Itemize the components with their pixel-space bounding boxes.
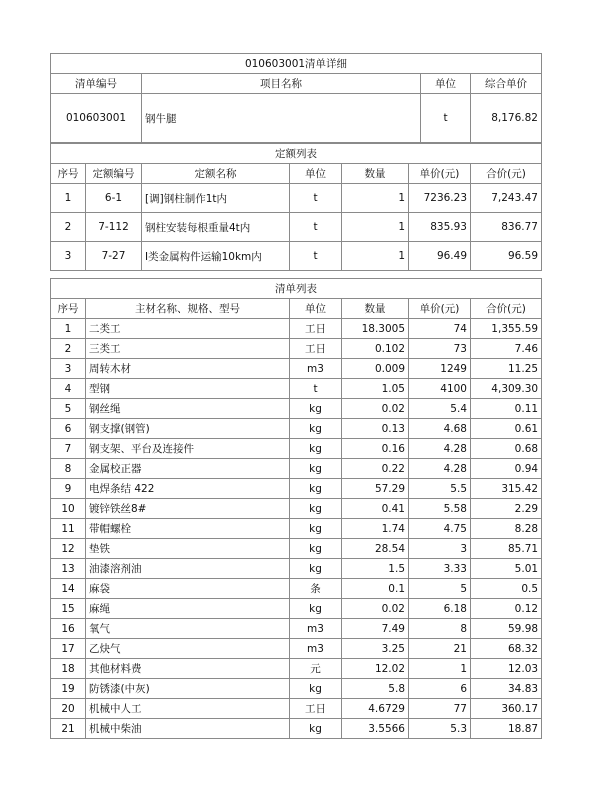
material-total: 0.94 — [471, 459, 542, 479]
table-row — [51, 499, 542, 519]
material-unit: kg — [290, 679, 342, 699]
material-price: 4100 — [409, 379, 471, 399]
material-price: 5.58 — [409, 499, 471, 519]
material-name: 钢丝绳 — [86, 399, 290, 419]
material-qty: 1.5 — [342, 559, 409, 579]
material-no: 3 — [51, 359, 86, 379]
quota-qty: 1 — [342, 242, 409, 271]
material-price: 74 — [409, 319, 471, 339]
quota-price: 835.93 — [409, 213, 471, 242]
material-total: 8.28 — [471, 519, 542, 539]
material-total: 0.11 — [471, 399, 542, 419]
material-total: 360.17 — [471, 699, 542, 719]
material-total: 315.42 — [471, 479, 542, 499]
material-name: 三类工 — [86, 339, 290, 359]
quota-header-price: 单价(元) — [409, 164, 471, 184]
header-unit-price: 综合单价 — [471, 74, 542, 94]
material-name: 带帽螺栓 — [86, 519, 290, 539]
list-header-qty: 数量 — [342, 299, 409, 319]
material-no: 13 — [51, 559, 86, 579]
material-no: 17 — [51, 639, 86, 659]
material-total: 11.25 — [471, 359, 542, 379]
material-name: 二类工 — [86, 319, 290, 339]
material-no: 11 — [51, 519, 86, 539]
material-no: 10 — [51, 499, 86, 519]
material-name: 机械中人工 — [86, 699, 290, 719]
material-no: 20 — [51, 699, 86, 719]
material-unit: 条 — [290, 579, 342, 599]
bill-title: 010603001清单详细 — [51, 54, 542, 74]
table-row — [51, 319, 542, 339]
material-unit: 工日 — [290, 319, 342, 339]
table-row — [51, 599, 542, 619]
list-header-name: 主材名称、规格、型号 — [86, 299, 290, 319]
list-header-unit: 单位 — [290, 299, 342, 319]
material-unit: kg — [290, 599, 342, 619]
quota-row — [51, 184, 542, 213]
table-row — [51, 619, 542, 639]
material-unit: 元 — [290, 659, 342, 679]
material-total: 0.12 — [471, 599, 542, 619]
material-price: 1249 — [409, 359, 471, 379]
quota-row — [51, 213, 542, 242]
material-price: 4.68 — [409, 419, 471, 439]
material-unit: kg — [290, 419, 342, 439]
quota-qty: 1 — [342, 213, 409, 242]
material-unit: kg — [290, 459, 342, 479]
material-price: 4.28 — [409, 459, 471, 479]
material-no: 16 — [51, 619, 86, 639]
quota-header-total: 合价(元) — [471, 164, 542, 184]
list-header-price: 单价(元) — [409, 299, 471, 319]
material-name: 垫铁 — [86, 539, 290, 559]
material-qty: 12.02 — [342, 659, 409, 679]
quota-header-unit: 单位 — [290, 164, 342, 184]
material-no: 8 — [51, 459, 86, 479]
material-qty: 0.41 — [342, 499, 409, 519]
material-list-table — [50, 278, 542, 739]
material-unit: kg — [290, 539, 342, 559]
table-row — [51, 399, 542, 419]
material-total: 2.29 — [471, 499, 542, 519]
material-qty: 28.54 — [342, 539, 409, 559]
quota-header-no: 序号 — [51, 164, 86, 184]
material-price: 5.3 — [409, 719, 471, 739]
material-unit: kg — [290, 719, 342, 739]
material-total: 0.61 — [471, 419, 542, 439]
material-name: 氧气 — [86, 619, 290, 639]
material-price: 3 — [409, 539, 471, 559]
material-unit: m3 — [290, 639, 342, 659]
material-name: 金属校正器 — [86, 459, 290, 479]
material-unit: m3 — [290, 619, 342, 639]
table-row — [51, 479, 542, 499]
material-qty: 0.1 — [342, 579, 409, 599]
quota-no: 2 — [51, 213, 86, 242]
material-unit: kg — [290, 399, 342, 419]
quota-no: 3 — [51, 242, 86, 271]
material-qty: 0.02 — [342, 599, 409, 619]
material-total: 0.68 — [471, 439, 542, 459]
table-row — [51, 339, 542, 359]
quota-price: 96.49 — [409, 242, 471, 271]
quota-name: Ⅰ类金属构件运输10km内 — [142, 242, 290, 271]
quota-unit: t — [290, 184, 342, 213]
table-row — [51, 699, 542, 719]
material-total: 4,309.30 — [471, 379, 542, 399]
material-qty: 3.25 — [342, 639, 409, 659]
material-qty: 0.13 — [342, 419, 409, 439]
material-no: 12 — [51, 539, 86, 559]
quota-qty: 1 — [342, 184, 409, 213]
material-unit: kg — [290, 479, 342, 499]
material-name: 麻绳 — [86, 599, 290, 619]
material-price: 8 — [409, 619, 471, 639]
material-no: 21 — [51, 719, 86, 739]
material-price: 4.28 — [409, 439, 471, 459]
table-row — [51, 579, 542, 599]
item-name: 钢牛腿 — [142, 94, 421, 143]
material-qty: 4.6729 — [342, 699, 409, 719]
bill-unit: t — [421, 94, 471, 143]
quota-name: [调]钢柱制作1t内 — [142, 184, 290, 213]
quota-row — [51, 242, 542, 271]
material-price: 4.75 — [409, 519, 471, 539]
material-total: 59.98 — [471, 619, 542, 639]
material-no: 19 — [51, 679, 86, 699]
material-unit: 工日 — [290, 339, 342, 359]
table-row — [51, 519, 542, 539]
quota-table — [50, 143, 542, 271]
material-total: 5.01 — [471, 559, 542, 579]
material-name: 钢支架、平台及连接件 — [86, 439, 290, 459]
material-name: 乙炔气 — [86, 639, 290, 659]
material-price: 5.5 — [409, 479, 471, 499]
material-name: 其他材料费 — [86, 659, 290, 679]
material-no: 4 — [51, 379, 86, 399]
material-name: 防锈漆(中灰) — [86, 679, 290, 699]
material-total: 0.5 — [471, 579, 542, 599]
list-header-total: 合价(元) — [471, 299, 542, 319]
bill-unit-price: 8,176.82 — [471, 94, 542, 143]
header-bill-code: 清单编号 — [51, 74, 142, 94]
material-total: 12.03 — [471, 659, 542, 679]
material-no: 5 — [51, 399, 86, 419]
material-name: 油漆溶剂油 — [86, 559, 290, 579]
material-name: 麻袋 — [86, 579, 290, 599]
material-total: 68.32 — [471, 639, 542, 659]
table-row — [51, 659, 542, 679]
quota-code: 7-112 — [86, 213, 142, 242]
material-unit: kg — [290, 499, 342, 519]
quota-total: 836.77 — [471, 213, 542, 242]
material-unit: m3 — [290, 359, 342, 379]
table-row — [51, 379, 542, 399]
material-qty: 1.05 — [342, 379, 409, 399]
material-price: 77 — [409, 699, 471, 719]
material-qty: 3.5566 — [342, 719, 409, 739]
material-no: 7 — [51, 439, 86, 459]
quota-title: 定额列表 — [51, 144, 542, 164]
material-no: 1 — [51, 319, 86, 339]
material-unit: kg — [290, 559, 342, 579]
material-unit: kg — [290, 439, 342, 459]
material-qty: 18.3005 — [342, 319, 409, 339]
material-total: 1,355.59 — [471, 319, 542, 339]
material-name: 镀锌铁丝8# — [86, 499, 290, 519]
table-row — [51, 539, 542, 559]
table-row — [51, 719, 542, 739]
quota-rows — [51, 184, 542, 271]
table-row — [51, 419, 542, 439]
list-header-no: 序号 — [51, 299, 86, 319]
material-qty: 0.102 — [342, 339, 409, 359]
quota-header-qty: 数量 — [342, 164, 409, 184]
quota-code: 7-27 — [86, 242, 142, 271]
material-qty: 1.74 — [342, 519, 409, 539]
table-row — [51, 359, 542, 379]
material-no: 14 — [51, 579, 86, 599]
material-qty: 0.22 — [342, 459, 409, 479]
bill-summary-table — [50, 53, 542, 143]
quota-header-name: 定额名称 — [142, 164, 290, 184]
material-unit: 工日 — [290, 699, 342, 719]
list-title: 清单列表 — [51, 279, 542, 299]
quota-total: 96.59 — [471, 242, 542, 271]
material-total: 7.46 — [471, 339, 542, 359]
material-name: 钢支撑(钢管) — [86, 419, 290, 439]
header-item-name: 项目名称 — [142, 74, 421, 94]
material-name: 型钢 — [86, 379, 290, 399]
quota-no: 1 — [51, 184, 86, 213]
material-qty: 5.8 — [342, 679, 409, 699]
material-unit: kg — [290, 519, 342, 539]
material-price: 5.4 — [409, 399, 471, 419]
material-price: 1 — [409, 659, 471, 679]
material-price: 21 — [409, 639, 471, 659]
material-no: 6 — [51, 419, 86, 439]
material-name: 电焊条结 422 — [86, 479, 290, 499]
quota-total: 7,243.47 — [471, 184, 542, 213]
table-row — [51, 439, 542, 459]
quota-price: 7236.23 — [409, 184, 471, 213]
material-no: 2 — [51, 339, 86, 359]
material-name: 机械中柴油 — [86, 719, 290, 739]
material-no: 18 — [51, 659, 86, 679]
material-total: 85.71 — [471, 539, 542, 559]
material-qty: 0.02 — [342, 399, 409, 419]
material-price: 6 — [409, 679, 471, 699]
material-price: 3.33 — [409, 559, 471, 579]
material-qty: 0.16 — [342, 439, 409, 459]
material-qty: 0.009 — [342, 359, 409, 379]
table-row — [51, 459, 542, 479]
material-total: 34.83 — [471, 679, 542, 699]
table-row — [51, 559, 542, 579]
header-unit: 单位 — [421, 74, 471, 94]
material-total: 18.87 — [471, 719, 542, 739]
bill-code: 010603001 — [51, 94, 142, 143]
quota-unit: t — [290, 242, 342, 271]
table-row — [51, 679, 542, 699]
material-unit: t — [290, 379, 342, 399]
material-no: 9 — [51, 479, 86, 499]
material-qty: 57.29 — [342, 479, 409, 499]
material-no: 15 — [51, 599, 86, 619]
quota-code: 6-1 — [86, 184, 142, 213]
material-price: 73 — [409, 339, 471, 359]
material-rows — [51, 319, 542, 739]
quota-unit: t — [290, 213, 342, 242]
quota-name: 钢柱安装每根重量4t内 — [142, 213, 290, 242]
material-price: 6.18 — [409, 599, 471, 619]
material-name: 周转木材 — [86, 359, 290, 379]
material-qty: 7.49 — [342, 619, 409, 639]
table-row — [51, 639, 542, 659]
material-price: 5 — [409, 579, 471, 599]
quota-header-code: 定额编号 — [86, 164, 142, 184]
